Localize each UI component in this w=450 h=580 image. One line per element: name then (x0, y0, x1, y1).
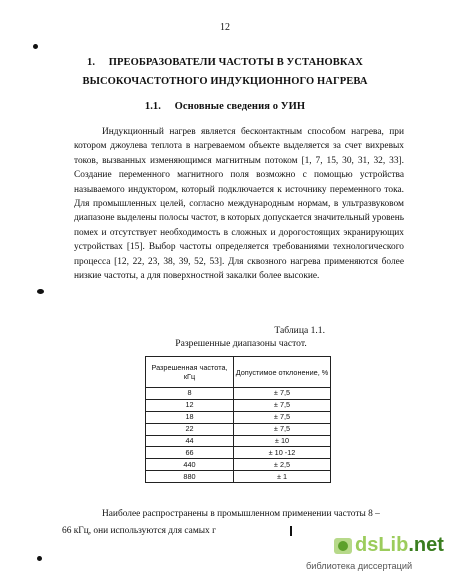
section-number: 1.1. (144, 101, 161, 112)
table-row (146, 471, 331, 483)
page-number: 12 (220, 22, 230, 33)
table-caption-number: Таблица 1.1. (274, 325, 325, 336)
table-cell: 66 (146, 447, 234, 459)
watermark-brand[interactable] (355, 534, 444, 557)
watermark-brand-left: dsLib (355, 534, 409, 556)
section-heading (0, 101, 450, 112)
table-cell: 880 (146, 471, 234, 483)
table-cell: ± 1 (234, 471, 331, 483)
table-cell: 8 (146, 388, 234, 400)
scan-dot-mark (33, 44, 38, 49)
table-cell: 440 (146, 459, 234, 471)
table-cell: ± 7,5 (234, 411, 331, 423)
chapter-number: 1. (86, 57, 96, 68)
watermark-brand-right: .net (408, 534, 444, 556)
bottom-text-line2: 66 кГц, они используются для самых г (62, 526, 216, 536)
table-header-cell: Разрешенная частота, кГц (146, 357, 234, 388)
dslib-logo-icon (334, 538, 352, 554)
table-row (146, 399, 331, 411)
table-cell: 44 (146, 435, 234, 447)
table-cell: ± 2,5 (234, 459, 331, 471)
section-title: Основные сведения о УИН (174, 101, 306, 112)
paragraph-text: Индукционный нагрев является бесконтактным способом нагрева, при котором джоулева теплота в нагреваемом объекте выделяется за счет вихревых токов, вызванных изменяющимся магнитным потоком [1, 7, 15, 30, 31, 32, 33]. Создание переменного магнитного поля возможно с помощью устройства называемого индуктором, который подключается к источнику переменного тока. Для промышленных целей, согласно международным нормам, в ультразвуковом диапазоне выделены полосы частот, в которых допускается значительный уровень помех и отсутствует необходимость в сложных и дорогостоящих экранирующих устройствах [15]. Выбор частоты определяется требованиями технологического процесса [12, 22, 23, 38, 39, 52, 53]. Для сквозного нагрева применяются более низкие частоты, а для поверхностной закалки более высокие. (74, 127, 404, 282)
scan-dot-mark (37, 556, 42, 561)
table-cell: ± 10 (234, 435, 331, 447)
table-row (146, 435, 331, 447)
scan-arrow-mark (37, 289, 44, 294)
table-cell: 18 (146, 411, 234, 423)
table-cell: ± 7,5 (234, 388, 331, 400)
bottom-text-line1: Наиболее распространены в промышленном применении частоты 8 – (102, 509, 380, 519)
table-header-row (146, 357, 331, 388)
table-row (146, 423, 331, 435)
table-cell: ± 7,5 (234, 399, 331, 411)
table-row (146, 388, 331, 400)
table-cell: 22 (146, 423, 234, 435)
table-cell: ± 10 -12 (234, 447, 331, 459)
table-header-cell: Допустимое отклонение, % (234, 357, 331, 388)
table-cell: 12 (146, 399, 234, 411)
chapter-heading-line1 (0, 57, 450, 68)
cursor-mark (290, 526, 292, 536)
table-caption-title: Разрешенные диапазоны частот. (175, 338, 307, 349)
watermark-subtitle: библиотека диссертаций (306, 561, 413, 571)
table-row (146, 447, 331, 459)
chapter-title-line1: ПРЕОБРАЗОВАТЕЛИ ЧАСТОТЫ В УСТАНОВКАХ (108, 57, 363, 68)
table-cell: ± 7,5 (234, 423, 331, 435)
table-row (146, 411, 331, 423)
body-paragraph (74, 125, 404, 283)
chapter-title-line2: ВЫСОКОЧАСТОТНОГО ИНДУКЦИОННОГО НАГРЕВА (82, 76, 368, 87)
table-row (146, 459, 331, 471)
frequency-table (145, 356, 331, 483)
